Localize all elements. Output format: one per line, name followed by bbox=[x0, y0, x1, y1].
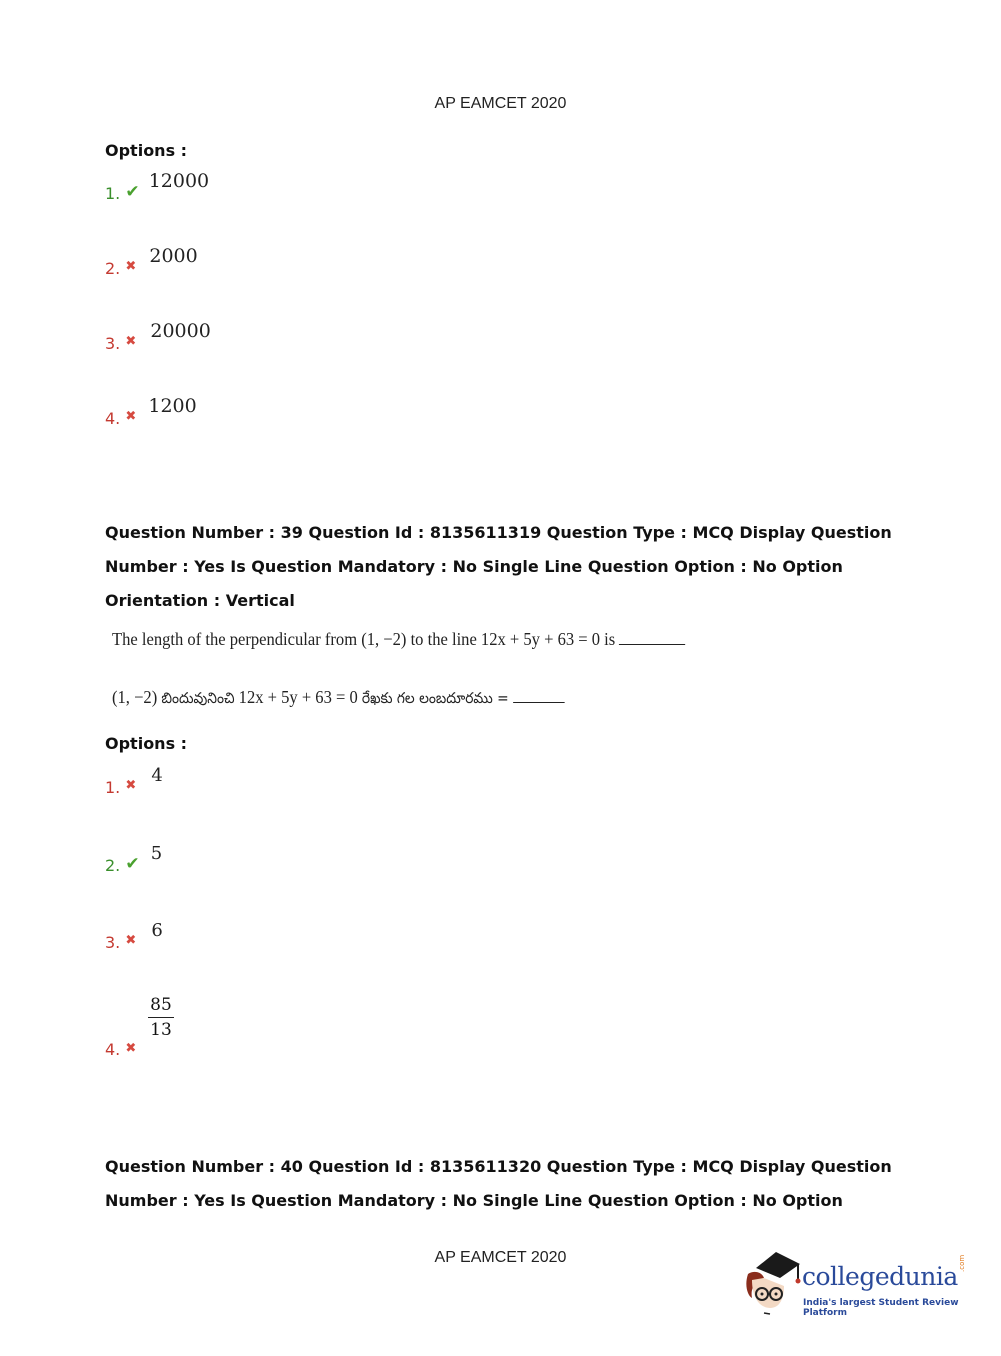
cross-icon: ✖ bbox=[125, 334, 137, 349]
cross-icon: ✖ bbox=[125, 778, 137, 793]
question-telugu-word: రేఖకు గల లంబదూరము = bbox=[361, 689, 509, 707]
option-number: 3. bbox=[105, 933, 121, 952]
cross-icon: ✖ bbox=[125, 409, 137, 424]
option-item bbox=[105, 245, 198, 278]
logo-wordmark: collegedunia bbox=[802, 1262, 958, 1291]
question-text-english bbox=[112, 629, 686, 650]
logo-tagline: India's largest Student Review Platform bbox=[803, 1298, 959, 1318]
question-point: (1, −2) bbox=[112, 687, 158, 707]
option-item bbox=[105, 170, 210, 203]
question-equation: 12x + 5y + 63 = 0 bbox=[238, 687, 358, 707]
option-number: 4. bbox=[105, 1040, 121, 1059]
option-text: 6 bbox=[151, 920, 163, 941]
question-meta-line: Number : Yes Is Question Mandatory : No Single Line Question Option : No Option bbox=[105, 1191, 843, 1210]
question-text: The length of the perpendicular from (1, −2) to the line 12x + 5y + 63 = 0 is bbox=[112, 629, 616, 649]
question-meta-line: Number : Yes Is Question Mandatory : No Single Line Question Option : No Option bbox=[105, 557, 843, 576]
answer-blank bbox=[619, 643, 685, 645]
option-number: 4. bbox=[105, 409, 121, 428]
fraction-answer bbox=[148, 995, 174, 1040]
option-item bbox=[105, 320, 211, 353]
fraction-numerator: 85 bbox=[150, 995, 172, 1015]
option-number: 1. bbox=[105, 778, 121, 797]
option-text: 1200 bbox=[148, 395, 197, 417]
option-text: 2000 bbox=[149, 245, 198, 267]
option-number: 3. bbox=[105, 334, 121, 353]
option-number: 1. bbox=[105, 184, 121, 203]
option-item bbox=[105, 1040, 136, 1059]
answer-blank bbox=[513, 701, 565, 703]
option-number: 2. bbox=[105, 259, 121, 278]
option-text: 4 bbox=[151, 765, 163, 786]
mascot-icon bbox=[742, 1250, 802, 1316]
page-header-title: AP EAMCET 2020 bbox=[434, 95, 567, 112]
fraction-bar bbox=[148, 1017, 174, 1018]
option-text: 12000 bbox=[148, 170, 210, 192]
check-icon: ✔ bbox=[125, 854, 140, 874]
options-label: Options : bbox=[105, 734, 188, 753]
question-meta-line: Question Number : 40 Question Id : 8135611320 Question Type : MCQ Display Question bbox=[105, 1157, 892, 1176]
question-meta-line: Orientation : Vertical bbox=[105, 591, 295, 610]
cross-icon: ✖ bbox=[125, 933, 137, 948]
cross-icon: ✖ bbox=[125, 259, 137, 274]
question-text-telugu bbox=[112, 687, 564, 711]
cross-icon: ✖ bbox=[125, 1041, 137, 1056]
option-item bbox=[105, 920, 163, 952]
option-item bbox=[105, 395, 197, 428]
question-meta-line: Question Number : 39 Question Id : 8135611319 Question Type : MCQ Display Question bbox=[105, 523, 892, 542]
option-item bbox=[105, 765, 163, 797]
logo-suffix: .com bbox=[958, 1254, 966, 1272]
check-icon: ✔ bbox=[125, 182, 140, 202]
options-label: Options : bbox=[105, 141, 188, 160]
collegedunia-logo bbox=[742, 1250, 972, 1320]
option-text: 5 bbox=[150, 843, 163, 864]
page-footer-title: AP EAMCET 2020 bbox=[434, 1249, 567, 1266]
option-number: 2. bbox=[105, 856, 121, 875]
fraction-denominator: 13 bbox=[150, 1020, 172, 1040]
question-telugu-word: బిందువునించి bbox=[161, 689, 235, 707]
option-text: 20000 bbox=[150, 320, 211, 342]
option-item bbox=[105, 843, 163, 875]
